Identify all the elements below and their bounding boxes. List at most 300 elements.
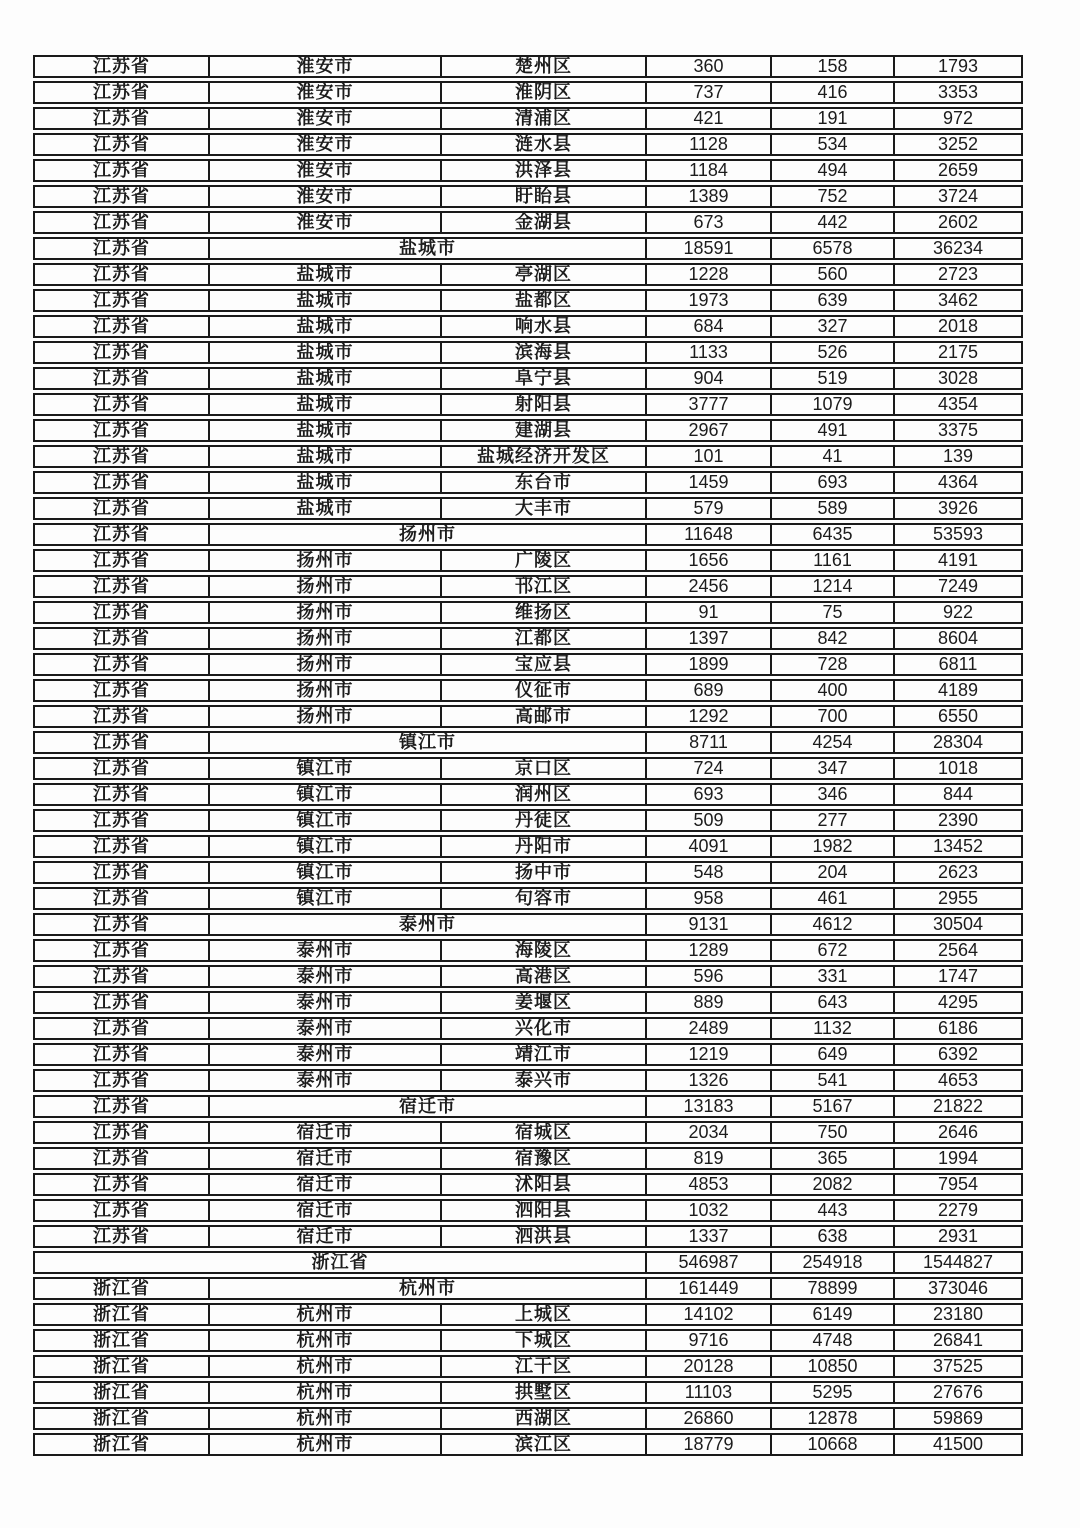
- value-cell: 37525: [893, 1355, 1023, 1378]
- table-row: [33, 445, 1023, 468]
- value-cell: 6186: [893, 1017, 1023, 1040]
- value-cell: 2390: [893, 809, 1023, 832]
- province-cell: 江苏省: [33, 965, 208, 988]
- district-cell: 大丰市: [440, 497, 645, 520]
- value-cell: 649: [770, 1043, 893, 1066]
- value-cell: 2723: [893, 263, 1023, 286]
- value-cell: 643: [770, 991, 893, 1014]
- value-cell: 59869: [893, 1407, 1023, 1430]
- province-cell: 江苏省: [33, 159, 208, 182]
- city-cell: 扬州市: [208, 679, 440, 702]
- district-cell: 下城区: [440, 1329, 645, 1352]
- value-cell: 41: [770, 445, 893, 468]
- district-cell: 维扬区: [440, 601, 645, 624]
- table-row: [33, 471, 1023, 494]
- province-cell: 江苏省: [33, 653, 208, 676]
- table-row: [33, 1433, 1023, 1456]
- value-cell: 6811: [893, 653, 1023, 676]
- value-cell: 724: [645, 757, 770, 780]
- district-cell: 拱墅区: [440, 1381, 645, 1404]
- value-cell: 4364: [893, 471, 1023, 494]
- city-cell: 宿迁市: [208, 1121, 440, 1144]
- table-row: [33, 1095, 1023, 1118]
- district-cell: 东台市: [440, 471, 645, 494]
- city-cell: 盐城市: [208, 497, 440, 520]
- district-cell: 淮阴区: [440, 81, 645, 104]
- province-cell: 江苏省: [33, 1121, 208, 1144]
- value-cell: 254918: [770, 1251, 893, 1274]
- province-cell: 浙江省: [33, 1433, 208, 1456]
- table-row: [33, 1147, 1023, 1170]
- city-cell: 泰州市: [208, 1069, 440, 1092]
- value-cell: 78899: [770, 1277, 893, 1300]
- city-cell: 镇江市: [208, 757, 440, 780]
- value-cell: 2602: [893, 211, 1023, 234]
- value-cell: 1326: [645, 1069, 770, 1092]
- value-cell: 4653: [893, 1069, 1023, 1092]
- province-cell: 江苏省: [33, 1095, 208, 1118]
- value-cell: 2623: [893, 861, 1023, 884]
- value-cell: 750: [770, 1121, 893, 1144]
- value-cell: 1982: [770, 835, 893, 858]
- city-cell: 镇江市: [208, 861, 440, 884]
- city-cell: 泰州市: [208, 991, 440, 1014]
- district-cell: 沭阳县: [440, 1173, 645, 1196]
- value-cell: 684: [645, 315, 770, 338]
- city-cell: 杭州市: [208, 1407, 440, 1430]
- value-cell: 2564: [893, 939, 1023, 962]
- city-cell: 泰州市: [208, 965, 440, 988]
- value-cell: 360: [645, 55, 770, 78]
- table-row: [33, 55, 1023, 78]
- city-cell: 扬州市: [208, 549, 440, 572]
- value-cell: 689: [645, 679, 770, 702]
- value-cell: 12878: [770, 1407, 893, 1430]
- value-cell: 2646: [893, 1121, 1023, 1144]
- value-cell: 639: [770, 289, 893, 312]
- city-total-cell: 扬州市: [208, 523, 645, 546]
- table-row: [33, 705, 1023, 728]
- city-cell: 扬州市: [208, 575, 440, 598]
- value-cell: 421: [645, 107, 770, 130]
- value-cell: 519: [770, 367, 893, 390]
- table-row: [33, 81, 1023, 104]
- value-cell: 1389: [645, 185, 770, 208]
- value-cell: 1133: [645, 341, 770, 364]
- table-row: [33, 731, 1023, 754]
- value-cell: 494: [770, 159, 893, 182]
- value-cell: 1128: [645, 133, 770, 156]
- value-cell: 672: [770, 939, 893, 962]
- value-cell: 13452: [893, 835, 1023, 858]
- value-cell: 6550: [893, 705, 1023, 728]
- province-cell: 江苏省: [33, 133, 208, 156]
- city-total-cell: 泰州市: [208, 913, 645, 936]
- value-cell: 23180: [893, 1303, 1023, 1326]
- value-cell: 346: [770, 783, 893, 806]
- value-cell: 191: [770, 107, 893, 130]
- value-cell: 18779: [645, 1433, 770, 1456]
- province-cell: 江苏省: [33, 393, 208, 416]
- city-cell: 镇江市: [208, 809, 440, 832]
- value-cell: 6392: [893, 1043, 1023, 1066]
- province-cell: 江苏省: [33, 445, 208, 468]
- value-cell: 534: [770, 133, 893, 156]
- value-cell: 2955: [893, 887, 1023, 910]
- value-cell: 728: [770, 653, 893, 676]
- value-cell: 13183: [645, 1095, 770, 1118]
- value-cell: 7954: [893, 1173, 1023, 1196]
- city-total-cell: 杭州市: [208, 1277, 645, 1300]
- province-cell: 江苏省: [33, 991, 208, 1014]
- value-cell: 1018: [893, 757, 1023, 780]
- table-row: [33, 809, 1023, 832]
- city-cell: 宿迁市: [208, 1173, 440, 1196]
- value-cell: 2034: [645, 1121, 770, 1144]
- value-cell: 546987: [645, 1251, 770, 1274]
- value-cell: 2659: [893, 159, 1023, 182]
- city-cell: 杭州市: [208, 1381, 440, 1404]
- value-cell: 3462: [893, 289, 1023, 312]
- value-cell: 5167: [770, 1095, 893, 1118]
- value-cell: 1132: [770, 1017, 893, 1040]
- value-cell: 53593: [893, 523, 1023, 546]
- city-cell: 盐城市: [208, 419, 440, 442]
- table-row: [33, 1043, 1023, 1066]
- province-total-cell: 浙江省: [33, 1251, 645, 1274]
- value-cell: 1459: [645, 471, 770, 494]
- value-cell: 5295: [770, 1381, 893, 1404]
- city-cell: 盐城市: [208, 445, 440, 468]
- province-cell: 江苏省: [33, 757, 208, 780]
- value-cell: 4748: [770, 1329, 893, 1352]
- value-cell: 331: [770, 965, 893, 988]
- value-cell: 158: [770, 55, 893, 78]
- city-cell: 镇江市: [208, 783, 440, 806]
- province-cell: 江苏省: [33, 705, 208, 728]
- city-cell: 淮安市: [208, 159, 440, 182]
- province-cell: 江苏省: [33, 211, 208, 234]
- value-cell: 673: [645, 211, 770, 234]
- value-cell: 373046: [893, 1277, 1023, 1300]
- value-cell: 638: [770, 1225, 893, 1248]
- province-cell: 江苏省: [33, 627, 208, 650]
- city-total-cell: 宿迁市: [208, 1095, 645, 1118]
- table-row: [33, 315, 1023, 338]
- district-cell: 西湖区: [440, 1407, 645, 1430]
- table-row: [33, 107, 1023, 130]
- value-cell: 9131: [645, 913, 770, 936]
- value-cell: 2931: [893, 1225, 1023, 1248]
- value-cell: 1228: [645, 263, 770, 286]
- district-cell: 涟水县: [440, 133, 645, 156]
- value-cell: 139: [893, 445, 1023, 468]
- district-cell: 泰兴市: [440, 1069, 645, 1092]
- value-cell: 972: [893, 107, 1023, 130]
- table-row: [33, 1277, 1023, 1300]
- table-row: [33, 601, 1023, 624]
- district-cell: 海陵区: [440, 939, 645, 962]
- value-cell: 4191: [893, 549, 1023, 572]
- province-cell: 江苏省: [33, 55, 208, 78]
- table-row: [33, 679, 1023, 702]
- province-cell: 江苏省: [33, 263, 208, 286]
- value-cell: 347: [770, 757, 893, 780]
- province-cell: 江苏省: [33, 497, 208, 520]
- province-cell: 江苏省: [33, 861, 208, 884]
- province-cell: 江苏省: [33, 809, 208, 832]
- value-cell: 101: [645, 445, 770, 468]
- value-cell: 819: [645, 1147, 770, 1170]
- value-cell: 1656: [645, 549, 770, 572]
- province-cell: 江苏省: [33, 237, 208, 260]
- district-cell: 泗洪县: [440, 1225, 645, 1248]
- province-cell: 江苏省: [33, 341, 208, 364]
- value-cell: 491: [770, 419, 893, 442]
- table-row: [33, 1303, 1023, 1326]
- value-cell: 365: [770, 1147, 893, 1170]
- table-row: [33, 783, 1023, 806]
- table-row: [33, 523, 1023, 546]
- value-cell: 4091: [645, 835, 770, 858]
- value-cell: 4354: [893, 393, 1023, 416]
- value-cell: 4853: [645, 1173, 770, 1196]
- table-row: [33, 185, 1023, 208]
- table-row: [33, 965, 1023, 988]
- value-cell: 1161: [770, 549, 893, 572]
- table-row: [33, 1407, 1023, 1430]
- value-cell: 8604: [893, 627, 1023, 650]
- province-cell: 江苏省: [33, 731, 208, 754]
- table-row: [33, 549, 1023, 572]
- district-cell: 亭湖区: [440, 263, 645, 286]
- province-cell: 江苏省: [33, 1017, 208, 1040]
- value-cell: 1292: [645, 705, 770, 728]
- province-cell: 江苏省: [33, 1225, 208, 1248]
- value-cell: 904: [645, 367, 770, 390]
- province-cell: 江苏省: [33, 1147, 208, 1170]
- province-cell: 江苏省: [33, 1173, 208, 1196]
- table-row: [33, 991, 1023, 1014]
- value-cell: 26860: [645, 1407, 770, 1430]
- value-cell: 9716: [645, 1329, 770, 1352]
- value-cell: 3926: [893, 497, 1023, 520]
- province-cell: 浙江省: [33, 1381, 208, 1404]
- district-cell: 高港区: [440, 965, 645, 988]
- table-row: [33, 1329, 1023, 1352]
- city-cell: 扬州市: [208, 653, 440, 676]
- province-cell: 江苏省: [33, 81, 208, 104]
- value-cell: 28304: [893, 731, 1023, 754]
- province-cell: 浙江省: [33, 1277, 208, 1300]
- table-row: [33, 1355, 1023, 1378]
- value-cell: 1544827: [893, 1251, 1023, 1274]
- province-cell: 江苏省: [33, 419, 208, 442]
- province-cell: 江苏省: [33, 549, 208, 572]
- value-cell: 27676: [893, 1381, 1023, 1404]
- value-cell: 6149: [770, 1303, 893, 1326]
- value-cell: 416: [770, 81, 893, 104]
- value-cell: 548: [645, 861, 770, 884]
- value-cell: 18591: [645, 237, 770, 260]
- value-cell: 3028: [893, 367, 1023, 390]
- value-cell: 579: [645, 497, 770, 520]
- value-cell: 75: [770, 601, 893, 624]
- district-cell: 京口区: [440, 757, 645, 780]
- value-cell: 752: [770, 185, 893, 208]
- value-cell: 4254: [770, 731, 893, 754]
- value-cell: 922: [893, 601, 1023, 624]
- city-cell: 盐城市: [208, 393, 440, 416]
- table-row: [33, 367, 1023, 390]
- value-cell: 442: [770, 211, 893, 234]
- value-cell: 1899: [645, 653, 770, 676]
- city-cell: 宿迁市: [208, 1225, 440, 1248]
- table-row: [33, 1121, 1023, 1144]
- table-row: [33, 653, 1023, 676]
- value-cell: 1337: [645, 1225, 770, 1248]
- table-row: [33, 939, 1023, 962]
- province-cell: 江苏省: [33, 679, 208, 702]
- table-row: [33, 1069, 1023, 1092]
- value-cell: 1793: [893, 55, 1023, 78]
- value-cell: 36234: [893, 237, 1023, 260]
- value-cell: 693: [645, 783, 770, 806]
- district-cell: 江干区: [440, 1355, 645, 1378]
- province-cell: 江苏省: [33, 783, 208, 806]
- value-cell: 8711: [645, 731, 770, 754]
- district-cell: 清浦区: [440, 107, 645, 130]
- value-cell: 204: [770, 861, 893, 884]
- district-cell: 兴化市: [440, 1017, 645, 1040]
- city-cell: 宿迁市: [208, 1199, 440, 1222]
- value-cell: 14102: [645, 1303, 770, 1326]
- region-statistics-table: [33, 52, 1023, 1459]
- table-row: [33, 575, 1023, 598]
- value-cell: 4295: [893, 991, 1023, 1014]
- value-cell: 2489: [645, 1017, 770, 1040]
- value-cell: 844: [893, 783, 1023, 806]
- value-cell: 2967: [645, 419, 770, 442]
- district-cell: 仪征市: [440, 679, 645, 702]
- province-cell: 江苏省: [33, 1199, 208, 1222]
- value-cell: 1032: [645, 1199, 770, 1222]
- table-row: [33, 419, 1023, 442]
- value-cell: 1219: [645, 1043, 770, 1066]
- city-cell: 盐城市: [208, 341, 440, 364]
- province-cell: 江苏省: [33, 315, 208, 338]
- district-cell: 泗阳县: [440, 1199, 645, 1222]
- province-cell: 江苏省: [33, 185, 208, 208]
- district-cell: 丹阳市: [440, 835, 645, 858]
- value-cell: 11648: [645, 523, 770, 546]
- table-row: [33, 289, 1023, 312]
- value-cell: 526: [770, 341, 893, 364]
- value-cell: 842: [770, 627, 893, 650]
- city-cell: 淮安市: [208, 211, 440, 234]
- district-cell: 盐都区: [440, 289, 645, 312]
- district-cell: 楚州区: [440, 55, 645, 78]
- province-cell: 江苏省: [33, 523, 208, 546]
- table-row: [33, 1173, 1023, 1196]
- value-cell: 30504: [893, 913, 1023, 936]
- value-cell: 509: [645, 809, 770, 832]
- value-cell: 2175: [893, 341, 1023, 364]
- value-cell: 41500: [893, 1433, 1023, 1456]
- province-cell: 江苏省: [33, 107, 208, 130]
- value-cell: 889: [645, 991, 770, 1014]
- city-cell: 盐城市: [208, 289, 440, 312]
- table-row: [33, 263, 1023, 286]
- table-row: [33, 211, 1023, 234]
- city-cell: 杭州市: [208, 1303, 440, 1326]
- district-cell: 上城区: [440, 1303, 645, 1326]
- value-cell: 700: [770, 705, 893, 728]
- value-cell: 2279: [893, 1199, 1023, 1222]
- district-cell: 邗江区: [440, 575, 645, 598]
- table-row: [33, 159, 1023, 182]
- province-cell: 江苏省: [33, 1069, 208, 1092]
- table-row: [33, 133, 1023, 156]
- value-cell: 1214: [770, 575, 893, 598]
- district-cell: 江都区: [440, 627, 645, 650]
- province-cell: 浙江省: [33, 1355, 208, 1378]
- city-cell: 盐城市: [208, 367, 440, 390]
- city-cell: 淮安市: [208, 185, 440, 208]
- value-cell: 7249: [893, 575, 1023, 598]
- table-row: [33, 627, 1023, 650]
- city-cell: 扬州市: [208, 601, 440, 624]
- province-cell: 江苏省: [33, 367, 208, 390]
- district-cell: 姜堰区: [440, 991, 645, 1014]
- table-row: [33, 1381, 1023, 1404]
- district-cell: 靖江市: [440, 1043, 645, 1066]
- district-cell: 丹徒区: [440, 809, 645, 832]
- value-cell: 1289: [645, 939, 770, 962]
- table-row: [33, 237, 1023, 260]
- value-cell: 277: [770, 809, 893, 832]
- value-cell: 958: [645, 887, 770, 910]
- city-cell: 泰州市: [208, 1043, 440, 1066]
- value-cell: 3724: [893, 185, 1023, 208]
- value-cell: 2082: [770, 1173, 893, 1196]
- district-cell: 金湖县: [440, 211, 645, 234]
- value-cell: 10850: [770, 1355, 893, 1378]
- value-cell: 693: [770, 471, 893, 494]
- district-cell: 洪泽县: [440, 159, 645, 182]
- district-cell: 滨海县: [440, 341, 645, 364]
- value-cell: 596: [645, 965, 770, 988]
- city-total-cell: 盐城市: [208, 237, 645, 260]
- table-row: [33, 913, 1023, 936]
- district-cell: 句容市: [440, 887, 645, 910]
- city-cell: 淮安市: [208, 55, 440, 78]
- province-cell: 浙江省: [33, 1407, 208, 1430]
- district-cell: 润州区: [440, 783, 645, 806]
- province-cell: 江苏省: [33, 835, 208, 858]
- district-cell: 宝应县: [440, 653, 645, 676]
- value-cell: 4189: [893, 679, 1023, 702]
- value-cell: 161449: [645, 1277, 770, 1300]
- table-row: [33, 835, 1023, 858]
- province-cell: 江苏省: [33, 887, 208, 910]
- province-cell: 江苏省: [33, 575, 208, 598]
- table-row: [33, 757, 1023, 780]
- city-cell: 镇江市: [208, 835, 440, 858]
- city-total-cell: 镇江市: [208, 731, 645, 754]
- value-cell: 1994: [893, 1147, 1023, 1170]
- value-cell: 2018: [893, 315, 1023, 338]
